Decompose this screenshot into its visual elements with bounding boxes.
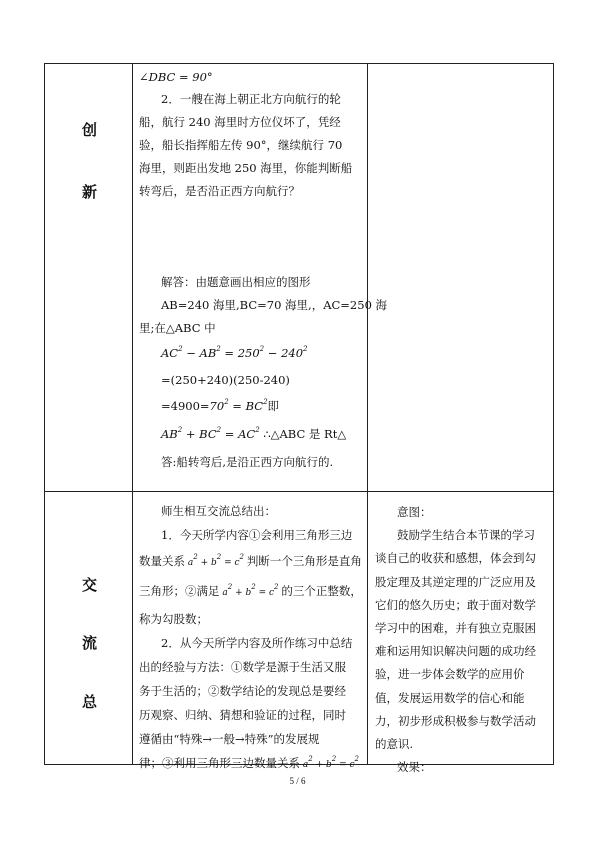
qty-label: 数量关系 <box>139 554 185 568</box>
exchange-line: 务于生活的；②数学结论的发现总是要经 <box>139 684 346 698</box>
intent-line: 验，进一步体会数学的应用价 <box>375 667 525 682</box>
exchange-text: 的三个正整数， <box>281 584 362 598</box>
row-divider <box>45 491 553 492</box>
answer-line: AB=240 海里,BC=70 海里,，AC=250 海 <box>161 298 388 312</box>
exchange-line: 律；③利用三角形三边数量关系 $a^2 + b^2 = c^2$ <box>139 755 359 770</box>
exchange-line: 历观察、归纳、猜想和验证的过程，同时 <box>139 708 346 722</box>
equation-line: $AC^2 - AB^2 = 250^2 - 240^2$ <box>161 345 308 360</box>
conclusion-line: $AB^2 + BC^2 = AC^2$ ∴△ABC 是 Rt△ <box>161 426 347 441</box>
problem-line: 转弯后，是否沿正西方向航行？ <box>139 184 300 198</box>
exchange-line: 称为勾股数； <box>139 612 208 626</box>
problem-line: 验，船长指挥船左传 90°，继续航行 70 <box>139 138 343 152</box>
intent-line: 它们的悠久历史；敢于面对数学 <box>375 597 536 612</box>
conclusion-text: ∴△ABC 是 Rt△ <box>263 427 347 441</box>
exchange-line: 1．今天所学内容①会利用三角形三边 <box>161 528 353 542</box>
exchange-line: 数量关系 $a^2 + b^2 = c^2$ 判断一个三角形是直角 <box>139 553 362 568</box>
intent-line: 谈自己的收获和感想，体会到勾 <box>375 551 536 566</box>
intent-line: 的意识. <box>375 737 414 752</box>
exchange-line: 三角形；②满足 $a^2 + b^2 = c^2$ 的三个正整数， <box>139 583 362 598</box>
intent-line: 股定理及其逆定理的广泛应用及 <box>375 574 536 589</box>
section-char: 新 <box>82 183 98 201</box>
calc-suffix: 即 <box>267 399 280 413</box>
intent-line: 学习中的困难，并有独立克服困 <box>375 621 536 636</box>
problem-line: 船，航行 240 海里时方位仪坏了，凭经 <box>139 115 341 129</box>
intent-line: 鼓励学生结合本节课的学习 <box>397 528 535 543</box>
page-number: 5 / 6 <box>289 776 306 786</box>
intent-content <box>375 501 536 779</box>
section-char: 流 <box>82 634 98 652</box>
exchange-content <box>139 499 362 777</box>
section-char: 总 <box>82 693 98 711</box>
exchange-line: 师生相互交流总结出： <box>161 504 276 518</box>
intent-line: 力，初步形成积极参与数学活动 <box>375 713 536 728</box>
exchange-line: 2．从今天所学内容及所作练习中总结 <box>161 636 353 650</box>
exchange-line: 出的经验与方法：①数学是源于生活又服 <box>139 660 346 674</box>
angle-line: ∠DBC = 90° <box>139 70 213 84</box>
problem-line: 海里，则距出发地 250 海里，你能判断船 <box>139 161 353 175</box>
innovation-content <box>139 66 352 203</box>
calc-line: $=4900=70^2 = BC^2$即 <box>161 398 280 413</box>
answer-line: 解答：由题意画出相应的图形 <box>161 275 311 289</box>
section-char: 交 <box>82 576 98 594</box>
answer-line: 里;在△ABC 中 <box>139 321 216 335</box>
column-divider <box>132 64 133 764</box>
final-answer: 答:船转弯后,是沿正西方向航行的. <box>161 455 334 469</box>
exchange-text: 判断一个三角形是直角 <box>246 554 362 568</box>
exchange-line: 遵循由“特殊→一般→特殊”的发展规 <box>139 732 320 746</box>
calc-prefix: =4900= <box>161 399 210 413</box>
problem-line: 2．一艘在海上朝正北方向航行的轮 <box>161 92 341 106</box>
intent-line: 难和运用知识解决问题的成功经 <box>375 644 536 659</box>
lesson-table <box>44 63 554 775</box>
intent-line: 意图： <box>397 505 432 519</box>
exchange-text: 三角形；②满足 <box>139 584 220 598</box>
intent-line: 值，发展运用数学的信心和能 <box>375 690 525 705</box>
section-char: 创 <box>82 121 98 139</box>
calc-line: =(250+240)(250-240) <box>161 373 290 387</box>
exchange-text: 律；③利用三角形三边数量关系 <box>139 756 300 770</box>
answer-content <box>139 271 387 475</box>
intent-line: 效果： <box>397 760 432 775</box>
